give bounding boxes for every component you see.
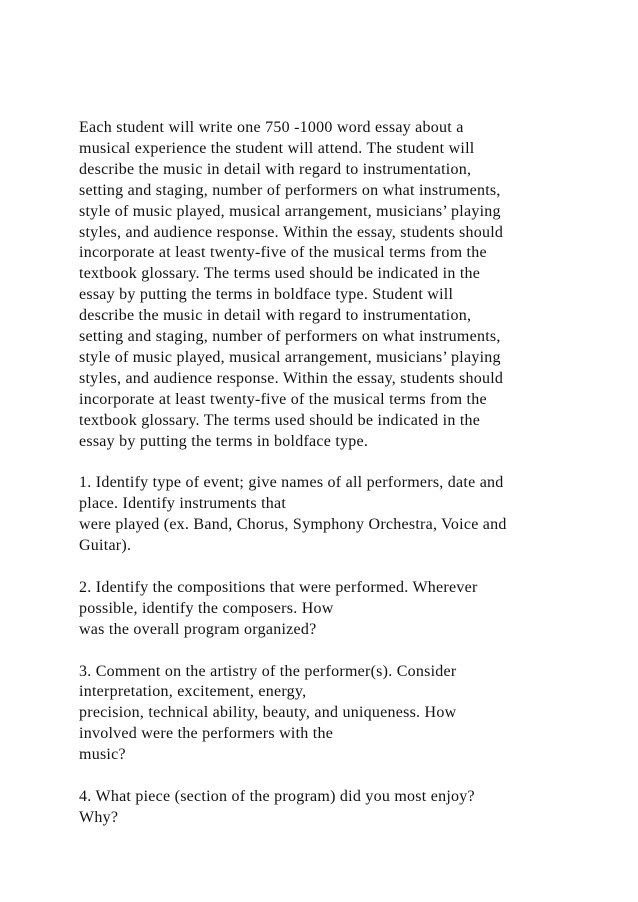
text-line: Guitar). <box>79 537 132 555</box>
text-line: music? <box>79 746 126 764</box>
text-line: 3. Comment on the artistry of the performer(s). Consider <box>79 662 457 680</box>
paragraph-gap <box>79 557 569 578</box>
text-line: setting and staging, number of performers on what instruments, <box>79 181 501 199</box>
text-line: incorporate at least twenty-five of the musical terms from the <box>79 390 487 408</box>
text-line: interpretation, excitement, energy, <box>79 683 307 701</box>
text-line: Each student will write one 750 -1000 word essay about a <box>79 119 464 136</box>
document-body <box>79 118 569 829</box>
text-line: involved were the performers with the <box>79 725 334 743</box>
list-item-4 <box>79 787 569 829</box>
text-line: precision, technical ability, beauty, and uniqueness. How <box>79 704 457 722</box>
paragraph-gap <box>79 641 569 662</box>
text-line: was the overall program organized? <box>79 620 317 638</box>
list-item-1 <box>79 473 569 557</box>
intro-paragraph <box>79 118 569 453</box>
text-line: essay by putting the terms in boldface type. <box>79 432 369 450</box>
text-line: place. Identify instruments that <box>79 495 287 513</box>
text-line: Why? <box>79 808 119 826</box>
text-line: describe the music in detail with regard to instrumentation, <box>79 307 472 325</box>
text-line: essay by putting the terms in boldface type. Student will <box>79 286 454 304</box>
list-item-3 <box>79 662 569 767</box>
paragraph-gap <box>79 453 569 474</box>
text-line: possible, identify the composers. How <box>79 599 334 617</box>
text-line: styles, and audience response. Within the essay, students should <box>79 369 504 387</box>
text-line: 2. Identify the compositions that were performed. Wherever <box>79 578 478 596</box>
text-line: were played (ex. Band, Chorus, Symphony Orchestra, Voice and <box>79 516 507 534</box>
text-line: 1. Identify type of event; give names of all performers, date and <box>79 474 504 492</box>
text-line: textbook glossary. The terms used should be indicated in the <box>79 411 481 429</box>
text-line: setting and staging, number of performers on what instruments, <box>79 328 501 346</box>
text-line: style of music played, musical arrangement, musicians’ playing <box>79 348 501 366</box>
text-line: describe the music in detail with regard to instrumentation, <box>79 160 472 178</box>
text-line: textbook glossary. The terms used should be indicated in the <box>79 265 481 283</box>
text-line: musical experience the student will attend. The student will <box>79 139 475 157</box>
text-line: styles, and audience response. Within the essay, students should <box>79 223 504 241</box>
list-item-2 <box>79 578 569 641</box>
text-line: style of music played, musical arrangement, musicians’ playing <box>79 202 501 220</box>
paragraph-gap <box>79 766 569 787</box>
text-line: incorporate at least twenty-five of the musical terms from the <box>79 244 487 262</box>
text-line: 4. What piece (section of the program) did you most enjoy? <box>79 787 475 805</box>
